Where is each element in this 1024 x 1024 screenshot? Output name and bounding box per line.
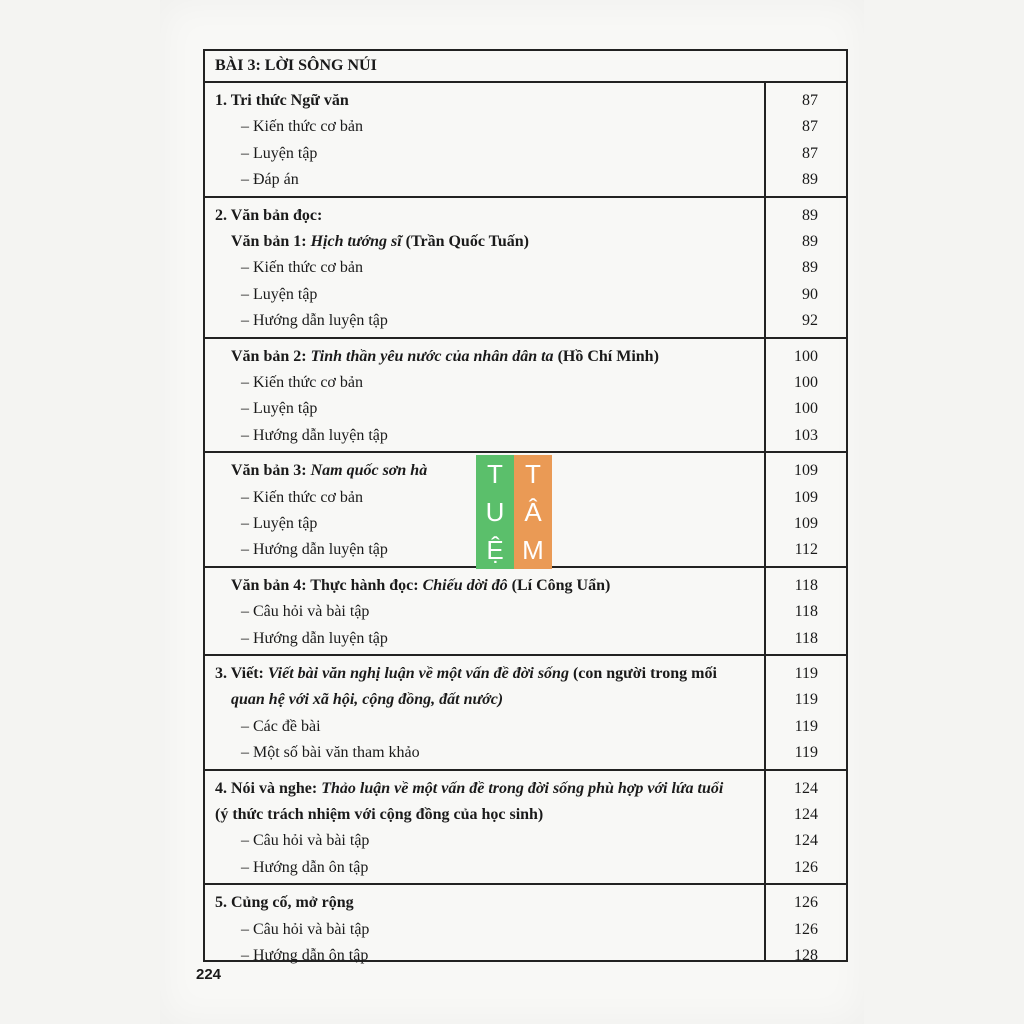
logo-letter: T — [476, 455, 514, 493]
toc-entry — [205, 167, 846, 193]
toc-entry-text-part: Viết bài văn nghị luận về một vấn đề đời sống — [267, 665, 569, 682]
toc-entry-text — [215, 890, 354, 916]
toc-entry-text — [241, 599, 369, 625]
toc-title: BÀI 3: LỜI SÔNG NÚI — [205, 51, 846, 83]
toc-page-number: 119 — [794, 744, 818, 762]
toc-entry-text-part: – Hướng dẫn luyện tập — [241, 426, 388, 444]
toc-entry-text-part: – Luyện tập — [241, 285, 318, 303]
toc-entry-text-part: (con người trong mối — [568, 665, 717, 682]
toc-entry-text — [241, 626, 388, 652]
toc-page-number: 119 — [794, 691, 818, 709]
toc-page-number: 100 — [794, 400, 818, 418]
toc-entry — [205, 740, 846, 766]
toc-entry-text-part: – Luyện tập — [241, 400, 318, 418]
toc-page-number: 112 — [794, 541, 818, 559]
toc-entry-text — [215, 776, 723, 802]
toc-entry-text-part: Thảo luận về một vấn đề trong đời sống phù hợp với lứa tuổi — [321, 779, 724, 797]
toc-entry — [205, 229, 846, 255]
toc-entry-text-part: Nam quốc sơn hà — [310, 462, 428, 480]
toc-entry-text-part: Văn bản 1: — [231, 233, 311, 250]
toc-entry — [205, 308, 846, 334]
toc-entry-text-part: Văn bản 3: — [231, 462, 311, 480]
toc-page-number: 90 — [802, 285, 818, 303]
toc-entry — [205, 599, 846, 625]
section-separator — [205, 883, 846, 885]
toc-entry-text-part: Chiếu dời đô — [422, 576, 508, 594]
toc-entry — [205, 573, 846, 599]
toc-entry-text — [241, 255, 363, 281]
toc-entry-text — [231, 573, 610, 599]
toc-page-number: 124 — [794, 779, 818, 797]
toc-entry-text — [241, 855, 368, 881]
toc-page-number: 89 — [802, 206, 818, 224]
toc-entry — [205, 141, 846, 167]
toc-page-number: 89 — [802, 171, 818, 189]
toc-entry — [205, 828, 846, 854]
toc-entry — [205, 203, 846, 229]
toc-entry — [205, 423, 846, 449]
toc-entry-text-part: – Hướng dẫn ôn tập — [241, 858, 369, 876]
toc-entry-text — [241, 141, 317, 167]
toc-entry-text-part: (Hồ Chí Minh) — [553, 347, 659, 365]
logo-letter: Â — [514, 493, 552, 531]
toc-page-number: 100 — [794, 347, 818, 365]
toc-page-number: 118 — [794, 576, 818, 594]
toc-entry-text — [241, 485, 363, 511]
toc-page-number: 109 — [794, 488, 818, 506]
toc-page-number: 126 — [794, 920, 818, 938]
toc-entry-text-part: – Kiến thức cơ bản — [241, 488, 363, 506]
toc-page-number: 119 — [794, 717, 818, 735]
toc-entry-text-part: – Hướng dẫn luyện tập — [241, 312, 388, 330]
toc-entry-text-part: (ý thức trách nhiệm với cộng đồng của học sinh) — [215, 806, 544, 823]
toc-entry-text — [231, 458, 427, 484]
toc-entry-text-part: – Câu hỏi và bài tập — [241, 603, 370, 621]
toc-entry-text — [241, 370, 363, 396]
toc-page-number: 124 — [794, 832, 818, 850]
toc-entry-text — [241, 714, 321, 740]
toc-entry-text — [215, 661, 717, 687]
toc-entry — [205, 890, 846, 916]
toc-page-number: 89 — [802, 259, 818, 277]
toc-entry-text-part: 2. Văn bản đọc: — [215, 206, 323, 224]
toc-entry-text-part: – Câu hỏi và bài tập — [241, 920, 370, 938]
toc-entry-text — [241, 537, 388, 563]
toc-entry-text-part: Văn bản 4: Thực hành đọc: — [231, 576, 423, 594]
toc-entry-text — [241, 114, 363, 140]
toc-entry-text — [231, 687, 503, 713]
toc-page-number: 128 — [794, 947, 818, 964]
toc-entry-text-part: – Luyện tập — [241, 144, 318, 162]
toc-entry — [205, 661, 846, 687]
toc-page-number: 119 — [794, 665, 818, 682]
toc-entry-text-part: – Luyện tập — [241, 515, 318, 532]
toc-entry-text-part: (Lí Công Uẩn) — [507, 576, 611, 594]
toc-entry-text — [241, 396, 317, 422]
toc-entry-text-part: – Đáp án — [241, 171, 299, 189]
toc-entry-text — [215, 88, 349, 114]
toc-entry-text — [231, 229, 529, 255]
toc-page-number: 126 — [794, 894, 818, 912]
watermark-logo — [476, 455, 552, 569]
toc-entry-text-part: quan hệ với xã hội, cộng đồng, đất nước) — [231, 691, 504, 709]
logo-letter: Ệ — [476, 531, 514, 569]
logo-letter: M — [514, 531, 552, 569]
section-separator — [205, 451, 846, 453]
page-number: 224 — [196, 966, 222, 983]
toc-entry — [205, 802, 846, 828]
toc-entry — [205, 370, 846, 396]
toc-entry — [205, 255, 846, 281]
toc-entry-text-part: Tinh thần yêu nước của nhân dân ta — [310, 347, 554, 365]
toc-entry — [205, 396, 846, 422]
toc-page-number: 87 — [802, 118, 818, 136]
toc-entry — [205, 344, 846, 370]
toc-entry — [205, 917, 846, 943]
toc-entry-text-part: (Trần Quốc Tuấn) — [401, 233, 529, 250]
toc-page-number: 124 — [794, 806, 818, 823]
toc-page-number: 118 — [794, 629, 818, 647]
logo-letter: U — [476, 493, 514, 531]
toc-entry — [205, 626, 846, 652]
logo-letter: T — [514, 455, 552, 493]
toc-page-number: 109 — [794, 462, 818, 480]
toc-entry-text-part: – Hướng dẫn luyện tập — [241, 541, 388, 559]
section-separator — [205, 337, 846, 339]
toc-entry-text-part: – Kiến thức cơ bản — [241, 374, 363, 391]
toc-entry — [205, 855, 846, 881]
toc-entry-text-part: 1. Tri thức Ngữ văn — [215, 92, 349, 109]
toc-entry-text-part: – Hướng dẫn ôn tập — [241, 947, 369, 964]
toc-page-number: 126 — [794, 858, 818, 876]
toc-entry-text — [241, 917, 369, 943]
toc-entry-text — [215, 802, 543, 828]
toc-entry-text-part: – Hướng dẫn luyện tập — [241, 629, 388, 647]
toc-entry-text-part: – Một số bài văn tham khảo — [241, 744, 420, 762]
toc-page-number: 100 — [794, 374, 818, 391]
section-separator — [205, 769, 846, 771]
toc-entry — [205, 88, 846, 114]
toc-page-number: 87 — [802, 144, 818, 162]
toc-entry-text-part: 5. Củng cố, mở rộng — [215, 894, 354, 912]
toc-entry-text-part: Hịch tướng sĩ — [310, 233, 402, 250]
toc-entry — [205, 282, 846, 308]
toc-entry-text-part: – Kiến thức cơ bản — [241, 118, 363, 136]
toc-page-number: 89 — [802, 233, 818, 250]
toc-entry-text-part: – Kiến thức cơ bản — [241, 259, 363, 277]
toc-page-number: 118 — [794, 603, 818, 621]
toc-entry-text-part: Văn bản 2: — [231, 347, 311, 365]
toc-page-number: 87 — [802, 92, 818, 109]
toc-entry-text — [241, 828, 369, 854]
toc-entry — [205, 114, 846, 140]
toc-entry — [205, 714, 846, 740]
toc-entry-text-part: – Các đề bài — [241, 717, 321, 735]
toc-entry-text — [241, 943, 368, 969]
toc-entry-text — [241, 740, 420, 766]
section-separator — [205, 654, 846, 656]
toc-entry — [205, 943, 846, 969]
toc-entry-text — [241, 511, 317, 537]
toc-page-number: 109 — [794, 515, 818, 532]
toc-entry-text — [231, 344, 659, 370]
toc-entry-text-part: – Câu hỏi và bài tập — [241, 832, 370, 850]
toc-entry-text — [241, 308, 388, 334]
toc-entry — [205, 687, 846, 713]
toc-entry-text — [241, 282, 317, 308]
toc-page-number: 92 — [802, 312, 818, 330]
toc-entry-text-part: 3. Viết: — [215, 665, 268, 682]
section-separator — [205, 196, 846, 198]
toc-entry-text-part: 4. Nói và nghe: — [215, 779, 322, 797]
toc-entry — [205, 776, 846, 802]
toc-entry-text — [215, 203, 322, 229]
toc-entry-text — [241, 423, 388, 449]
toc-entry-text — [241, 167, 299, 193]
toc-page-number: 103 — [794, 426, 818, 444]
